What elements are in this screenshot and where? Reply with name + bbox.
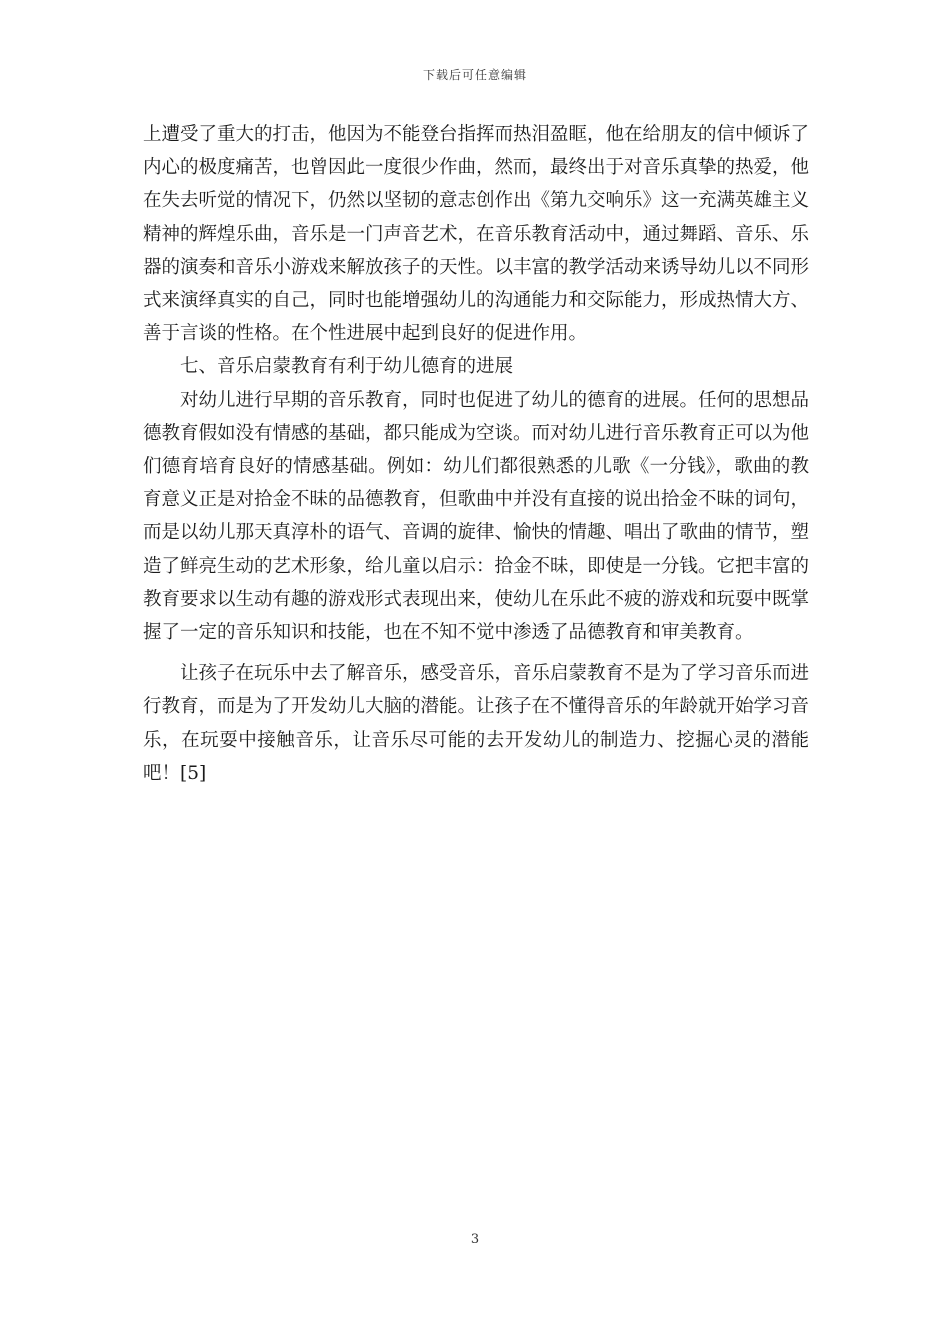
document-body [143, 118, 809, 790]
page-number: 3 [470, 1232, 480, 1247]
body-paragraph: 上遭受了重大的打击，他因为不能登台指挥而热泪盈眶，他在给朋友的信中倾诉了内心的极度痛苦，也曾因此一度很少作曲，然而，最终出于对音乐真挚的热爱，他在失去听觉的情况下，仍然以坚韧的意志创作出《第九交响乐》这一充满英雄主义精神的辉煌乐曲，音乐是一门声音艺术，在音乐教育活动中，通过舞蹈、音乐、乐器的演奏和音乐小游戏来解放孩子的天性。以丰富的教学活动来诱导幼儿以不同形式来演绎真实的自己，同时也能增强幼儿的沟通能力和交际能力，形成热情大方、善于言谈的性格。在个性进展中起到良好的促进作用。 [143, 124, 810, 345]
section-heading: 七、音乐启蒙教育有利于幼儿德育的进展 [180, 356, 514, 378]
body-paragraph: 让孩子在玩乐中去了解音乐，感受音乐，音乐启蒙教育不是为了学习音乐而进行教育，而是为了开发幼儿大脑的潜能。让孩子在不懂得音乐的年龄就开始学习音乐，在玩耍中接触音乐，让音乐尽可能的去开发幼儿的制造力、挖掘心灵的潜能吧！[5] [143, 663, 810, 784]
body-paragraph: 对幼儿进行早期的音乐教育，同时也促进了幼儿的德育的进展。任何的思想品德教育假如没有情感的基础，都只能成为空谈。而对幼儿进行音乐教育正可以为他们德育培育良好的情感基础。例如：幼儿们都很熟悉的儿歌《一分钱》，歌曲的教育意义正是对拾金不昧的品德教育，但歌曲中并没有直接的说出拾金不昧的词句，而是以幼儿那天真淳朴的语气、音调的旋律、愉快的情趣、唱出了歌曲的情节，塑造了鲜亮生动的艺术形象，给儿童以启示：拾金不昧，即使是一分钱。它把丰富的教育要求以生动有趣的游戏形式表现出来，使幼儿在乐此不疲的游戏和玩耍中既掌握了一定的音乐知识和技能，也在不知不觉中渗透了品德教育和审美教育。 [143, 389, 810, 644]
page-header-note: 下载后可任意编辑 [422, 68, 527, 82]
